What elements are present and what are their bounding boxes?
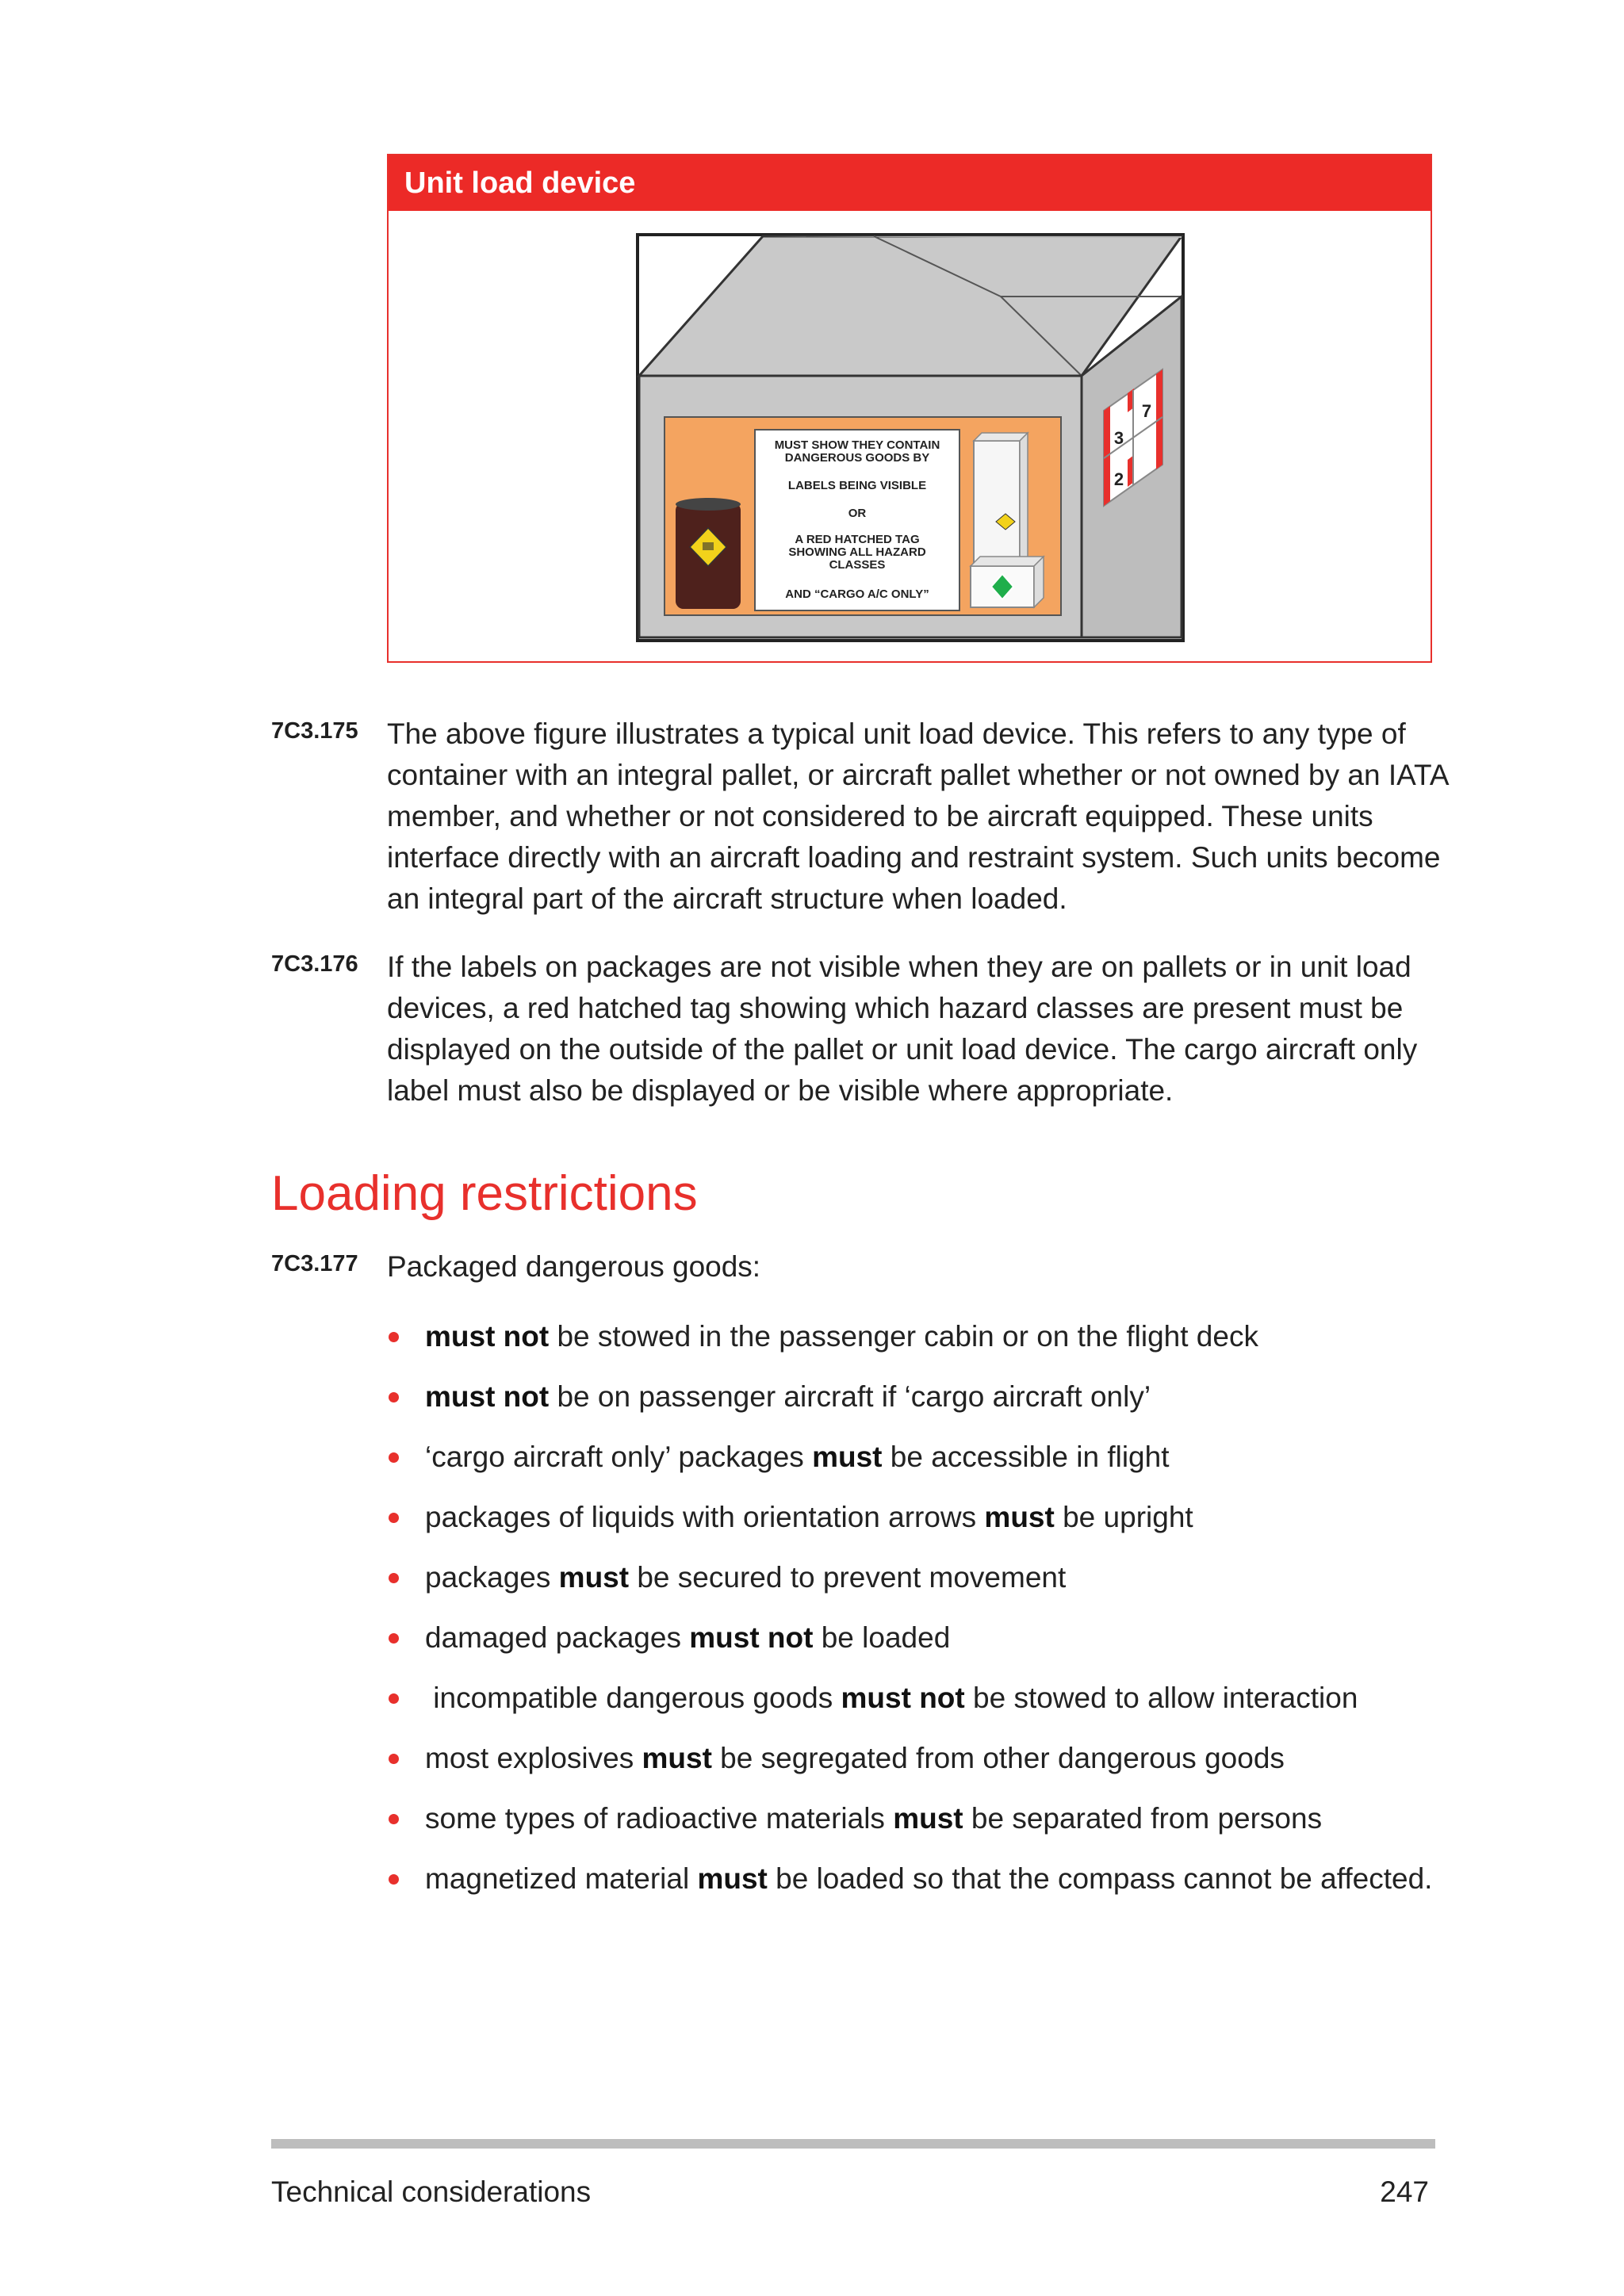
bullet-icon [389, 1633, 399, 1644]
small-box-icon [971, 557, 1044, 607]
figure-unit-load-device [387, 154, 1432, 663]
list-item: must not be on passenger aircraft if ‘cargo aircraft only’ [387, 1376, 1434, 1418]
hazard-class-7: 7 [1141, 401, 1152, 421]
paragraph-number: 7C3.175 [271, 718, 358, 744]
list-item: packages of liquids with orientation arrows must be upright [387, 1497, 1434, 1538]
tall-box-icon [974, 433, 1028, 576]
hazard-class-3: 3 [1113, 428, 1124, 448]
paragraph-number: 7C3.176 [271, 951, 358, 977]
paragraph-text: If the labels on packages are not visible when they are on pallets or in unit load devices, a red hatched tag showing which hazard classes are present must be displayed on the outside of the pallet or unit load device. The cargo aircraft only label must also be displayed or be visible where appropriate. [387, 951, 1418, 1107]
drum-icon [676, 498, 741, 609]
paragraph-text: The above figure illustrates a typical unit load device. This refers to any type of container with an integral pallet, or aircraft pallet whether or not owned by an IATA member, and whether or not considered to be aircraft equipped. These units interface directly with an aircraft loading and restraint system. Such units become an integral part of the aircraft structure when loaded. [387, 718, 1448, 915]
list-item: ‘cargo aircraft only’ packages must be accessible in flight [387, 1437, 1434, 1478]
list-item: magnetized material must be loaded so that the compass cannot be affected. [387, 1858, 1434, 1900]
list-item: incompatible dangerous goods must not be stowed to allow interaction [387, 1678, 1434, 1719]
page-number: 247 [1380, 2175, 1429, 2208]
bullet-icon [389, 1874, 399, 1885]
label-line-5: A RED HATCHED TAG [795, 533, 920, 546]
label-line-1: MUST SHOW THEY CONTAIN [774, 438, 940, 452]
bullet-icon [389, 1754, 399, 1764]
bullet-icon [389, 1332, 399, 1342]
label-line-4: OR [848, 507, 867, 520]
label-line-3: LABELS BEING VISIBLE [787, 479, 927, 492]
bullet-icon [389, 1573, 399, 1583]
footer-section-title: Technical considerations [271, 2175, 592, 2208]
bullet-icon [389, 1392, 399, 1402]
list-item: damaged packages must not be loaded [387, 1617, 1434, 1659]
paragraph-intro: Packaged dangerous goods: [387, 1250, 761, 1283]
list-item: must not be stowed in the passenger cabin or on the flight deck [387, 1316, 1434, 1357]
list-item: some types of radioactive materials must be separated from persons [387, 1798, 1434, 1839]
paragraph-number: 7C3.177 [271, 1251, 358, 1276]
bullet-icon [389, 1513, 399, 1523]
restriction-list [387, 1316, 1434, 1919]
footer-divider [271, 2139, 1435, 2149]
label-line-7: CLASSES [829, 558, 886, 572]
label-line-2: DANGEROUS GOODS BY [784, 451, 930, 465]
figure-title: Unit load device [389, 155, 1431, 211]
label-line-8: AND “CARGO A/C ONLY” [785, 587, 929, 601]
bullet-icon [389, 1814, 399, 1824]
unit-load-device-illustration [636, 233, 1185, 642]
bullet-icon [389, 1452, 399, 1463]
list-item: packages must be secured to prevent movement [387, 1557, 1434, 1598]
label-line-6: SHOWING ALL HAZARD [788, 545, 926, 559]
hazard-class-2: 2 [1113, 469, 1124, 489]
list-item: most explosives must be segregated from other dangerous goods [387, 1738, 1434, 1779]
section-heading: Loading restrictions [271, 1166, 698, 1221]
bullet-icon [389, 1693, 399, 1704]
